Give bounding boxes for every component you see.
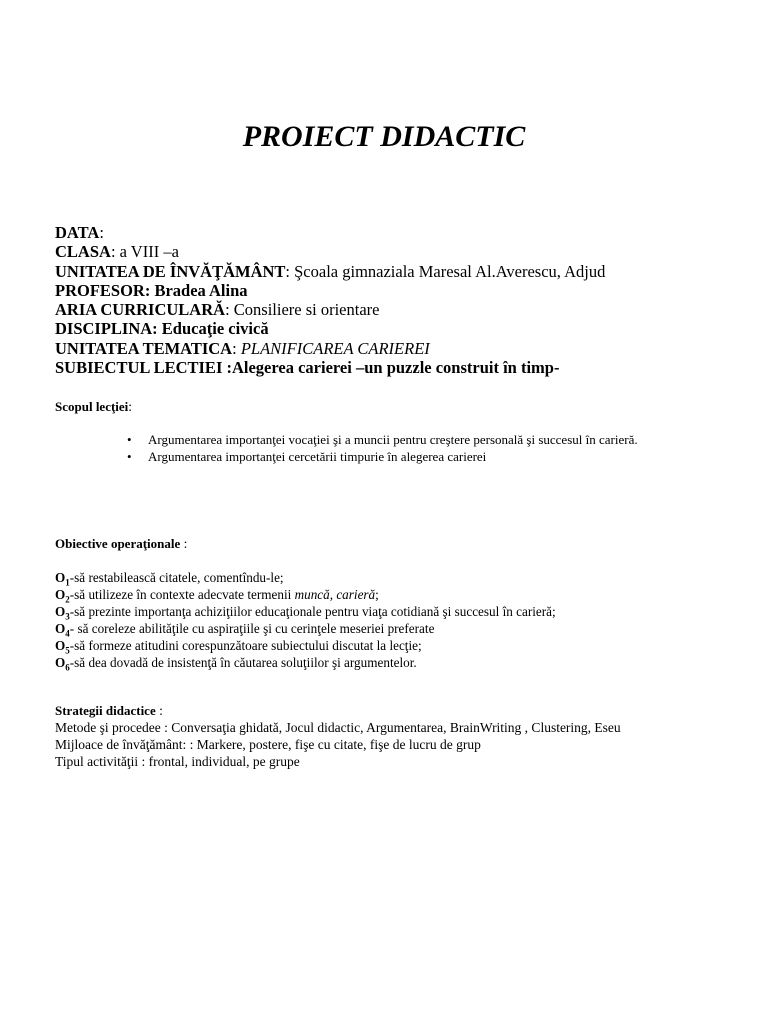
objective-sub: 4 xyxy=(65,628,70,639)
scopul-list xyxy=(55,431,745,465)
objective-label: O xyxy=(55,570,66,585)
unitate-label: UNITATEA DE ÎNVĂŢĂMÂNT xyxy=(55,261,286,281)
scopul-section xyxy=(55,398,745,465)
objective-label: O xyxy=(55,604,66,619)
strategii-tipul: Tipul activităţii : frontal, individual, pe grupe xyxy=(55,754,300,769)
clasa-line xyxy=(55,242,745,261)
aria-label: ARIA CURRICULARĂ xyxy=(55,300,226,320)
obiective-heading xyxy=(55,535,745,552)
tematica-label: UNITATEA TEMATICA xyxy=(55,338,233,358)
subiect-line: SUBIECTUL LECTIEI :Alegerea carierei –un puzzle construit în timp- xyxy=(55,358,560,378)
objective-text: -să dea dovadă de insistenţă în căutarea soluţiilor şi argumentelor. xyxy=(69,655,417,670)
objective-text: -să formeze atitudini corespunzătoare subiectului discutat la lecţie; xyxy=(69,638,422,653)
data-value: : xyxy=(99,223,104,242)
objective-label: O xyxy=(55,655,66,670)
objective-label: O xyxy=(55,638,66,653)
aria-value: : Consiliere si orientare xyxy=(225,300,380,320)
aria-line xyxy=(55,300,745,319)
data-label: DATA xyxy=(55,223,100,242)
clasa-label: CLASA xyxy=(55,242,111,262)
disciplina-line: DISCIPLINA: Educaţie civică xyxy=(55,319,269,339)
objective-5 xyxy=(55,637,745,654)
bullet-icon: • xyxy=(127,432,132,447)
strategii-mijloace: Mijloace de învăţământ: : Markere, postere, fişe cu citate, fişe de lucru de grup xyxy=(55,737,481,752)
objective-sub: 5 xyxy=(65,645,70,656)
objective-text: -să utilizeze în contexte adecvate termenii xyxy=(69,587,295,602)
tematica-line xyxy=(55,339,745,358)
strategii-heading xyxy=(55,702,745,719)
bullet-icon: • xyxy=(127,449,132,464)
scopul-title-suffix: : xyxy=(128,399,133,414)
objective-label: O xyxy=(55,587,66,602)
objective-sub: 1 xyxy=(65,577,70,588)
objective-text: -să prezinte importanţa achiziţiilor educaţionale pentru viaţa cotidiană şi succesul în carieră; xyxy=(69,604,556,619)
obiective-title-suffix: : xyxy=(180,536,188,551)
objective-italic-terms: muncă, carieră xyxy=(294,587,376,602)
profesor-line: PROFESOR: Bradea Alina xyxy=(55,280,248,300)
unitate-value: : Şcoala gimnaziala Maresal Al.Averescu, Adjud xyxy=(285,261,606,281)
objective-label: O xyxy=(55,621,66,636)
strategii-title: Strategii didactice xyxy=(55,703,156,718)
unitate-line xyxy=(55,262,745,281)
objective-6 xyxy=(55,654,745,671)
objective-sub: 2 xyxy=(65,594,70,605)
scopul-title: Scopul lecţiei xyxy=(55,399,129,414)
objective-3 xyxy=(55,603,745,620)
tematica-sep: : xyxy=(232,338,241,358)
objective-sub: 3 xyxy=(65,611,70,622)
tematica-value: PLANIFICAREA CARIEREI xyxy=(240,338,430,358)
objective-text-end: ; xyxy=(375,587,379,602)
list-item xyxy=(55,431,745,448)
list-item-text: Argumentarea importanţei vocaţiei şi a muncii pentru creştere personală şi succesul în carieră. xyxy=(148,432,638,447)
obiective-section xyxy=(55,535,745,671)
strategii-metode: Metode şi procedee : Conversaţia ghidată, Jocul didactic, Argumentarea, BrainWriting , Clustering, Eseu xyxy=(55,720,621,735)
objective-sub: 6 xyxy=(65,662,70,673)
data-line xyxy=(55,223,745,242)
obiective-title: Obiective operaţionale xyxy=(55,536,181,551)
strategii-title-suffix: : xyxy=(155,703,163,718)
clasa-value: : a VIII –a xyxy=(110,242,179,262)
spacer xyxy=(55,552,745,569)
objective-text: - să coreleze abilităţile cu aspiraţiile şi cu cerinţele meseriei preferate xyxy=(69,621,435,636)
strategii-section xyxy=(55,702,745,770)
header-block xyxy=(55,223,745,377)
document-title: PROIECT DIDACTIC xyxy=(242,120,526,153)
list-item-text: Argumentarea importanţei cercetării timpurie în alegerea carierei xyxy=(148,449,487,464)
objective-4 xyxy=(55,620,745,637)
scopul-heading xyxy=(55,398,745,415)
list-item xyxy=(55,448,745,465)
objective-text: -să restabilească citatele, comentîndu-le; xyxy=(69,570,284,585)
objective-2 xyxy=(55,586,745,603)
objective-1 xyxy=(55,569,745,586)
